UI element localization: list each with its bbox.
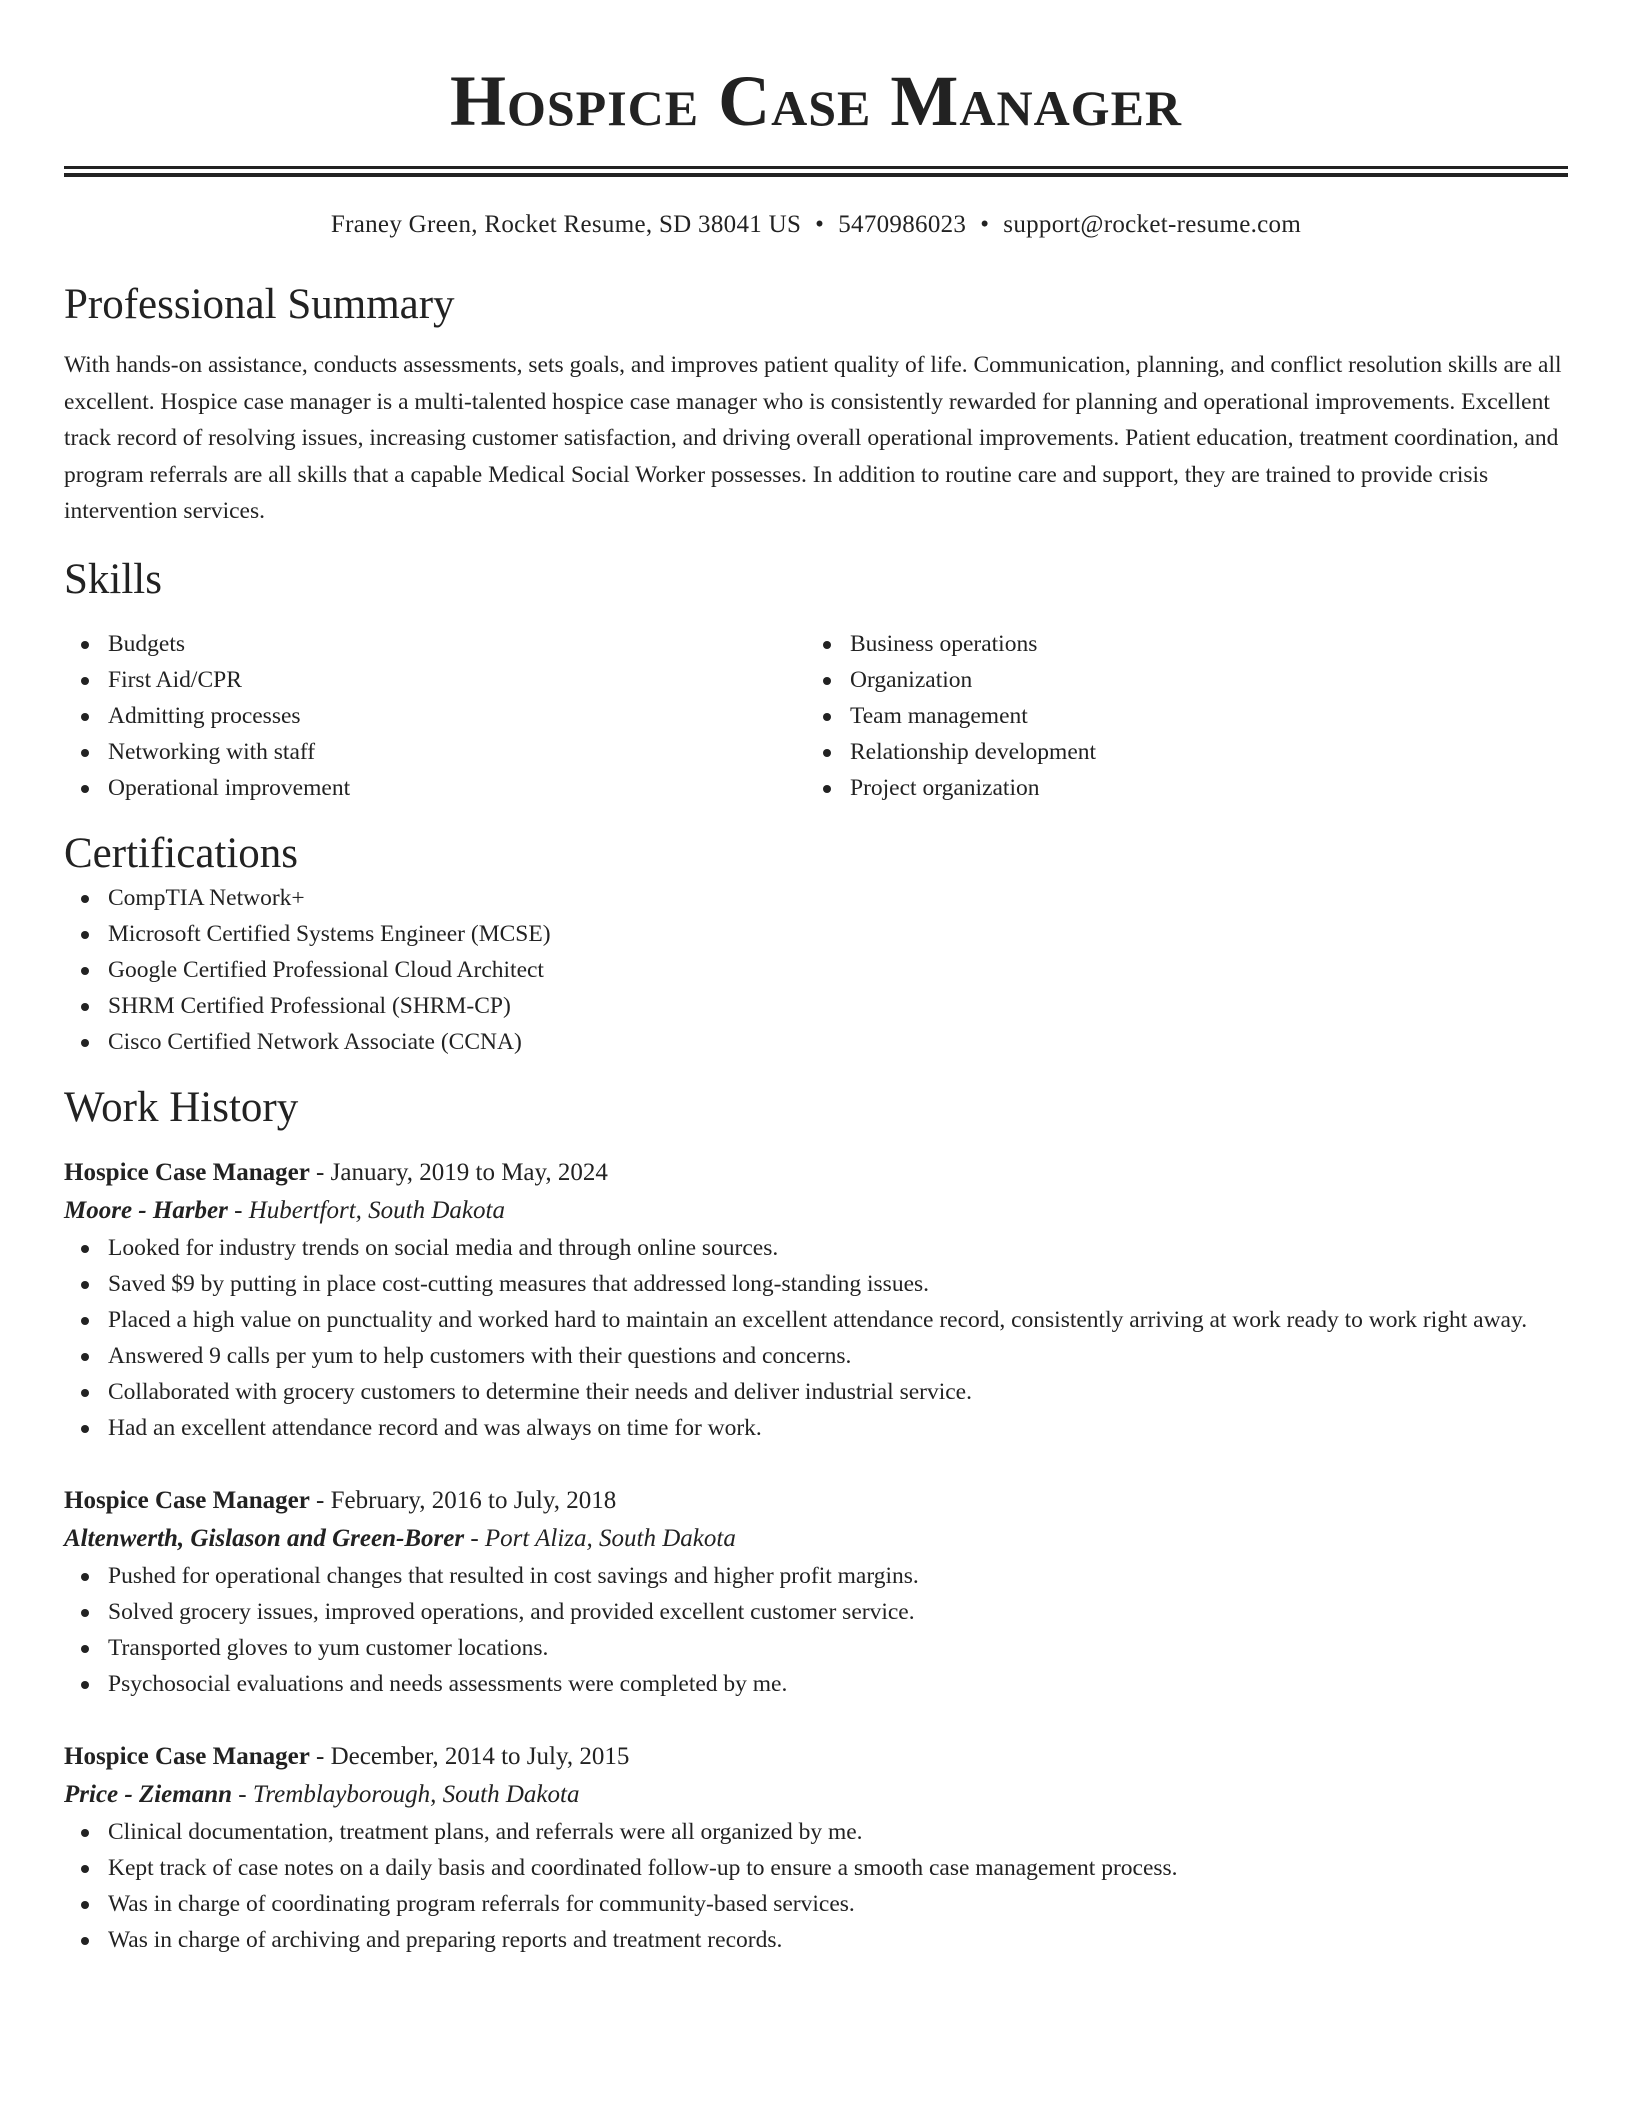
bullet-icon xyxy=(81,1353,89,1361)
summary-text: With hands-on assistance, conducts assessments, sets goals, and improves patient quality of life. Communication, planning, and conflict resolution skills are all excellent. Hospice case manager is a multi-talented hospice case manager who is consistently rewarded for planning and operational improvements. Excellent track record of resolving issues, increasing customer satisfaction, and driving overall operational improvements. Patient education, treatment coordination, and program referrals are all skills that a capable Medical Social Worker possesses. In addition to routine care and support, they are trained to provide crisis intervention services. xyxy=(64,352,1562,524)
bullet-icon xyxy=(81,1281,89,1289)
skills-list-right xyxy=(806,626,1548,806)
skills-column-left xyxy=(64,626,806,806)
bullet-icon xyxy=(81,1003,89,1011)
job-bullet-text: Psychosocial evaluations and needs assessments were completed by me. xyxy=(108,1670,788,1697)
job-entry xyxy=(64,1482,1568,1702)
skills-column-right xyxy=(806,626,1548,806)
job-title-line xyxy=(64,1738,1568,1776)
job-bullet-text: Solved grocery issues, improved operations, and provided excellent customer service. xyxy=(108,1598,915,1625)
bullet-icon xyxy=(81,749,89,757)
certification-label: Microsoft Certified Systems Engineer (MCSE) xyxy=(108,920,551,947)
job-company: Moore - Harber xyxy=(64,1196,228,1224)
certification-label: SHRM Certified Professional (SHRM-CP) xyxy=(108,992,511,1019)
bullet-icon xyxy=(81,785,89,793)
job-bullet xyxy=(64,1886,1568,1922)
job-company-line xyxy=(64,1776,1568,1814)
job-bullet-text: Kept track of case notes on a daily basis and coordinated follow-up to ensure a smooth case management process. xyxy=(108,1854,1178,1881)
bullet-icon xyxy=(823,641,831,649)
skill-item xyxy=(64,626,806,662)
job-bullet xyxy=(64,1630,1568,1666)
certification-item xyxy=(64,952,1568,988)
job-dates: February, 2016 to July, 2018 xyxy=(330,1486,617,1514)
contact-address: Franey Green, Rocket Resume, SD 38041 US xyxy=(330,211,802,238)
job-bullet xyxy=(64,1302,1568,1338)
bullet-icon xyxy=(823,677,831,685)
skills-list-left xyxy=(64,626,806,806)
job-title-line xyxy=(64,1154,1568,1192)
job-location: Tremblayborough, South Dakota xyxy=(252,1780,580,1808)
job-bullet-text: Transported gloves to yum customer locations. xyxy=(108,1634,549,1661)
bullet-icon xyxy=(81,641,89,649)
dash: - xyxy=(309,1486,331,1514)
bullet-icon xyxy=(823,749,831,757)
summary-heading: Professional Summary xyxy=(64,281,455,328)
certification-item xyxy=(64,1024,1568,1060)
skill-label: Relationship development xyxy=(850,738,1097,765)
contact-separator: • xyxy=(815,211,825,238)
job-bullet-text: Collaborated with grocery customers to determine their needs and deliver industrial service. xyxy=(108,1378,972,1405)
job-bullet-text: Pushed for operational changes that resulted in cost savings and higher profit margins. xyxy=(108,1562,919,1589)
job-title: Hospice Case Manager xyxy=(64,1742,310,1770)
work-history-heading: Work History xyxy=(64,1083,299,1131)
skill-item xyxy=(64,770,806,806)
bullet-icon xyxy=(81,1245,89,1253)
job-bullet xyxy=(64,1230,1568,1266)
job-bullet xyxy=(64,1338,1568,1374)
job-location: Port Aliza, South Dakota xyxy=(484,1524,736,1552)
job-bullet xyxy=(64,1922,1568,1958)
job-bullet xyxy=(64,1558,1568,1594)
skill-label: First Aid/CPR xyxy=(108,666,242,693)
job-bullet xyxy=(64,1374,1568,1410)
job-bullet-text: Was in charge of coordinating program referrals for community-based services. xyxy=(108,1890,855,1917)
bullet-icon xyxy=(823,785,831,793)
skill-item xyxy=(64,734,806,770)
job-bullet-text: Saved $9 by putting in place cost-cutting measures that addressed long-standing issues. xyxy=(108,1270,930,1297)
job-bullet-text: Looked for industry trends on social media and through online sources. xyxy=(108,1234,779,1261)
bullet-icon xyxy=(81,1039,89,1047)
job-bullet xyxy=(64,1850,1568,1886)
bullet-icon xyxy=(81,1609,89,1617)
skill-item xyxy=(806,770,1548,806)
dash: - xyxy=(309,1742,331,1770)
certification-label: Google Certified Professional Cloud Architect xyxy=(108,956,544,983)
skills-grid xyxy=(64,626,1568,806)
contact-email: support@rocket-resume.com xyxy=(1003,211,1302,238)
certification-item xyxy=(64,880,1568,916)
bullet-icon xyxy=(81,1389,89,1397)
job-bullet-list xyxy=(64,1558,1568,1702)
summary-section xyxy=(64,279,1568,530)
certification-label: Cisco Certified Network Associate (CCNA) xyxy=(108,1028,522,1055)
certifications-list xyxy=(64,880,1568,1060)
skill-label: Business operations xyxy=(850,630,1038,657)
dash: - xyxy=(227,1196,249,1224)
job-bullet-text: Clinical documentation, treatment plans, and referrals were all organized by me. xyxy=(108,1818,863,1845)
bullet-icon xyxy=(81,1645,89,1653)
certifications-heading: Certifications xyxy=(64,829,299,877)
contact-line xyxy=(64,207,1568,243)
job-bullet xyxy=(64,1410,1568,1446)
resume-page xyxy=(64,0,1568,1958)
job-bullet xyxy=(64,1814,1568,1850)
skill-label: Organization xyxy=(850,666,973,693)
dash: - xyxy=(309,1158,331,1186)
work-history-section xyxy=(64,1082,1568,1958)
skill-item xyxy=(806,698,1548,734)
certification-item xyxy=(64,988,1568,1024)
resume-title: Hospice Case Manager xyxy=(449,61,1183,141)
bullet-icon xyxy=(81,931,89,939)
job-title: Hospice Case Manager xyxy=(64,1486,310,1514)
certification-label: CompTIA Network+ xyxy=(108,884,305,911)
job-bullet-text: Was in charge of archiving and preparing reports and treatment records. xyxy=(108,1926,783,1953)
job-bullet xyxy=(64,1266,1568,1302)
skill-label: Team management xyxy=(850,702,1028,729)
bullet-icon xyxy=(81,1425,89,1433)
job-bullet-text: Answered 9 calls per yum to help customers with their questions and concerns. xyxy=(108,1342,852,1369)
skill-item xyxy=(64,698,806,734)
job-company-line xyxy=(64,1520,1568,1558)
bullet-icon xyxy=(81,967,89,975)
job-entry xyxy=(64,1154,1568,1446)
skill-label: Operational improvement xyxy=(108,774,351,801)
job-bullet-text: Placed a high value on punctuality and worked hard to maintain an excellent attendance record, consistently arriving at work ready to work right away. xyxy=(108,1306,1528,1333)
job-title-line xyxy=(64,1482,1568,1520)
skill-label: Networking with staff xyxy=(108,738,316,765)
job-bullet-text: Had an excellent attendance record and was always on time for work. xyxy=(108,1414,762,1441)
skills-section xyxy=(64,554,1568,806)
dash: - xyxy=(464,1524,485,1552)
job-company-line xyxy=(64,1192,1568,1230)
skill-item xyxy=(806,626,1548,662)
job-bullet-list xyxy=(64,1230,1568,1446)
job-entry xyxy=(64,1738,1568,1958)
bullet-icon xyxy=(81,1901,89,1909)
contact-separator: • xyxy=(980,211,990,238)
contact-phone: 5470986023 xyxy=(838,211,967,238)
bullet-icon xyxy=(81,1829,89,1837)
dash: - xyxy=(232,1780,253,1808)
bullet-icon xyxy=(823,713,831,721)
bullet-icon xyxy=(81,1317,89,1325)
bullet-icon xyxy=(81,1937,89,1945)
job-dates: December, 2014 to July, 2015 xyxy=(330,1742,630,1770)
job-title: Hospice Case Manager xyxy=(64,1158,310,1186)
job-bullet xyxy=(64,1666,1568,1702)
skills-heading: Skills xyxy=(64,555,162,603)
bullet-icon xyxy=(81,1573,89,1581)
certifications-section xyxy=(64,828,1568,1060)
job-company: Altenwerth, Gislason and Green-Borer xyxy=(64,1524,465,1552)
bullet-icon xyxy=(81,677,89,685)
skill-label: Budgets xyxy=(108,630,186,657)
bullet-icon xyxy=(81,1865,89,1873)
certification-item xyxy=(64,916,1568,952)
job-dates: January, 2019 to May, 2024 xyxy=(330,1158,608,1186)
skill-item xyxy=(806,662,1548,698)
bullet-icon xyxy=(81,1681,89,1689)
job-company: Price - Ziemann xyxy=(64,1780,233,1808)
skill-item xyxy=(806,734,1548,770)
bullet-icon xyxy=(81,895,89,903)
skill-item xyxy=(64,662,806,698)
job-bullet-list xyxy=(64,1814,1568,1958)
job-location: Hubertfort, South Dakota xyxy=(248,1196,505,1224)
skill-label: Admitting processes xyxy=(108,702,301,729)
title-divider xyxy=(64,166,1568,177)
skill-label: Project organization xyxy=(850,774,1040,801)
bullet-icon xyxy=(81,713,89,721)
job-bullet xyxy=(64,1594,1568,1630)
